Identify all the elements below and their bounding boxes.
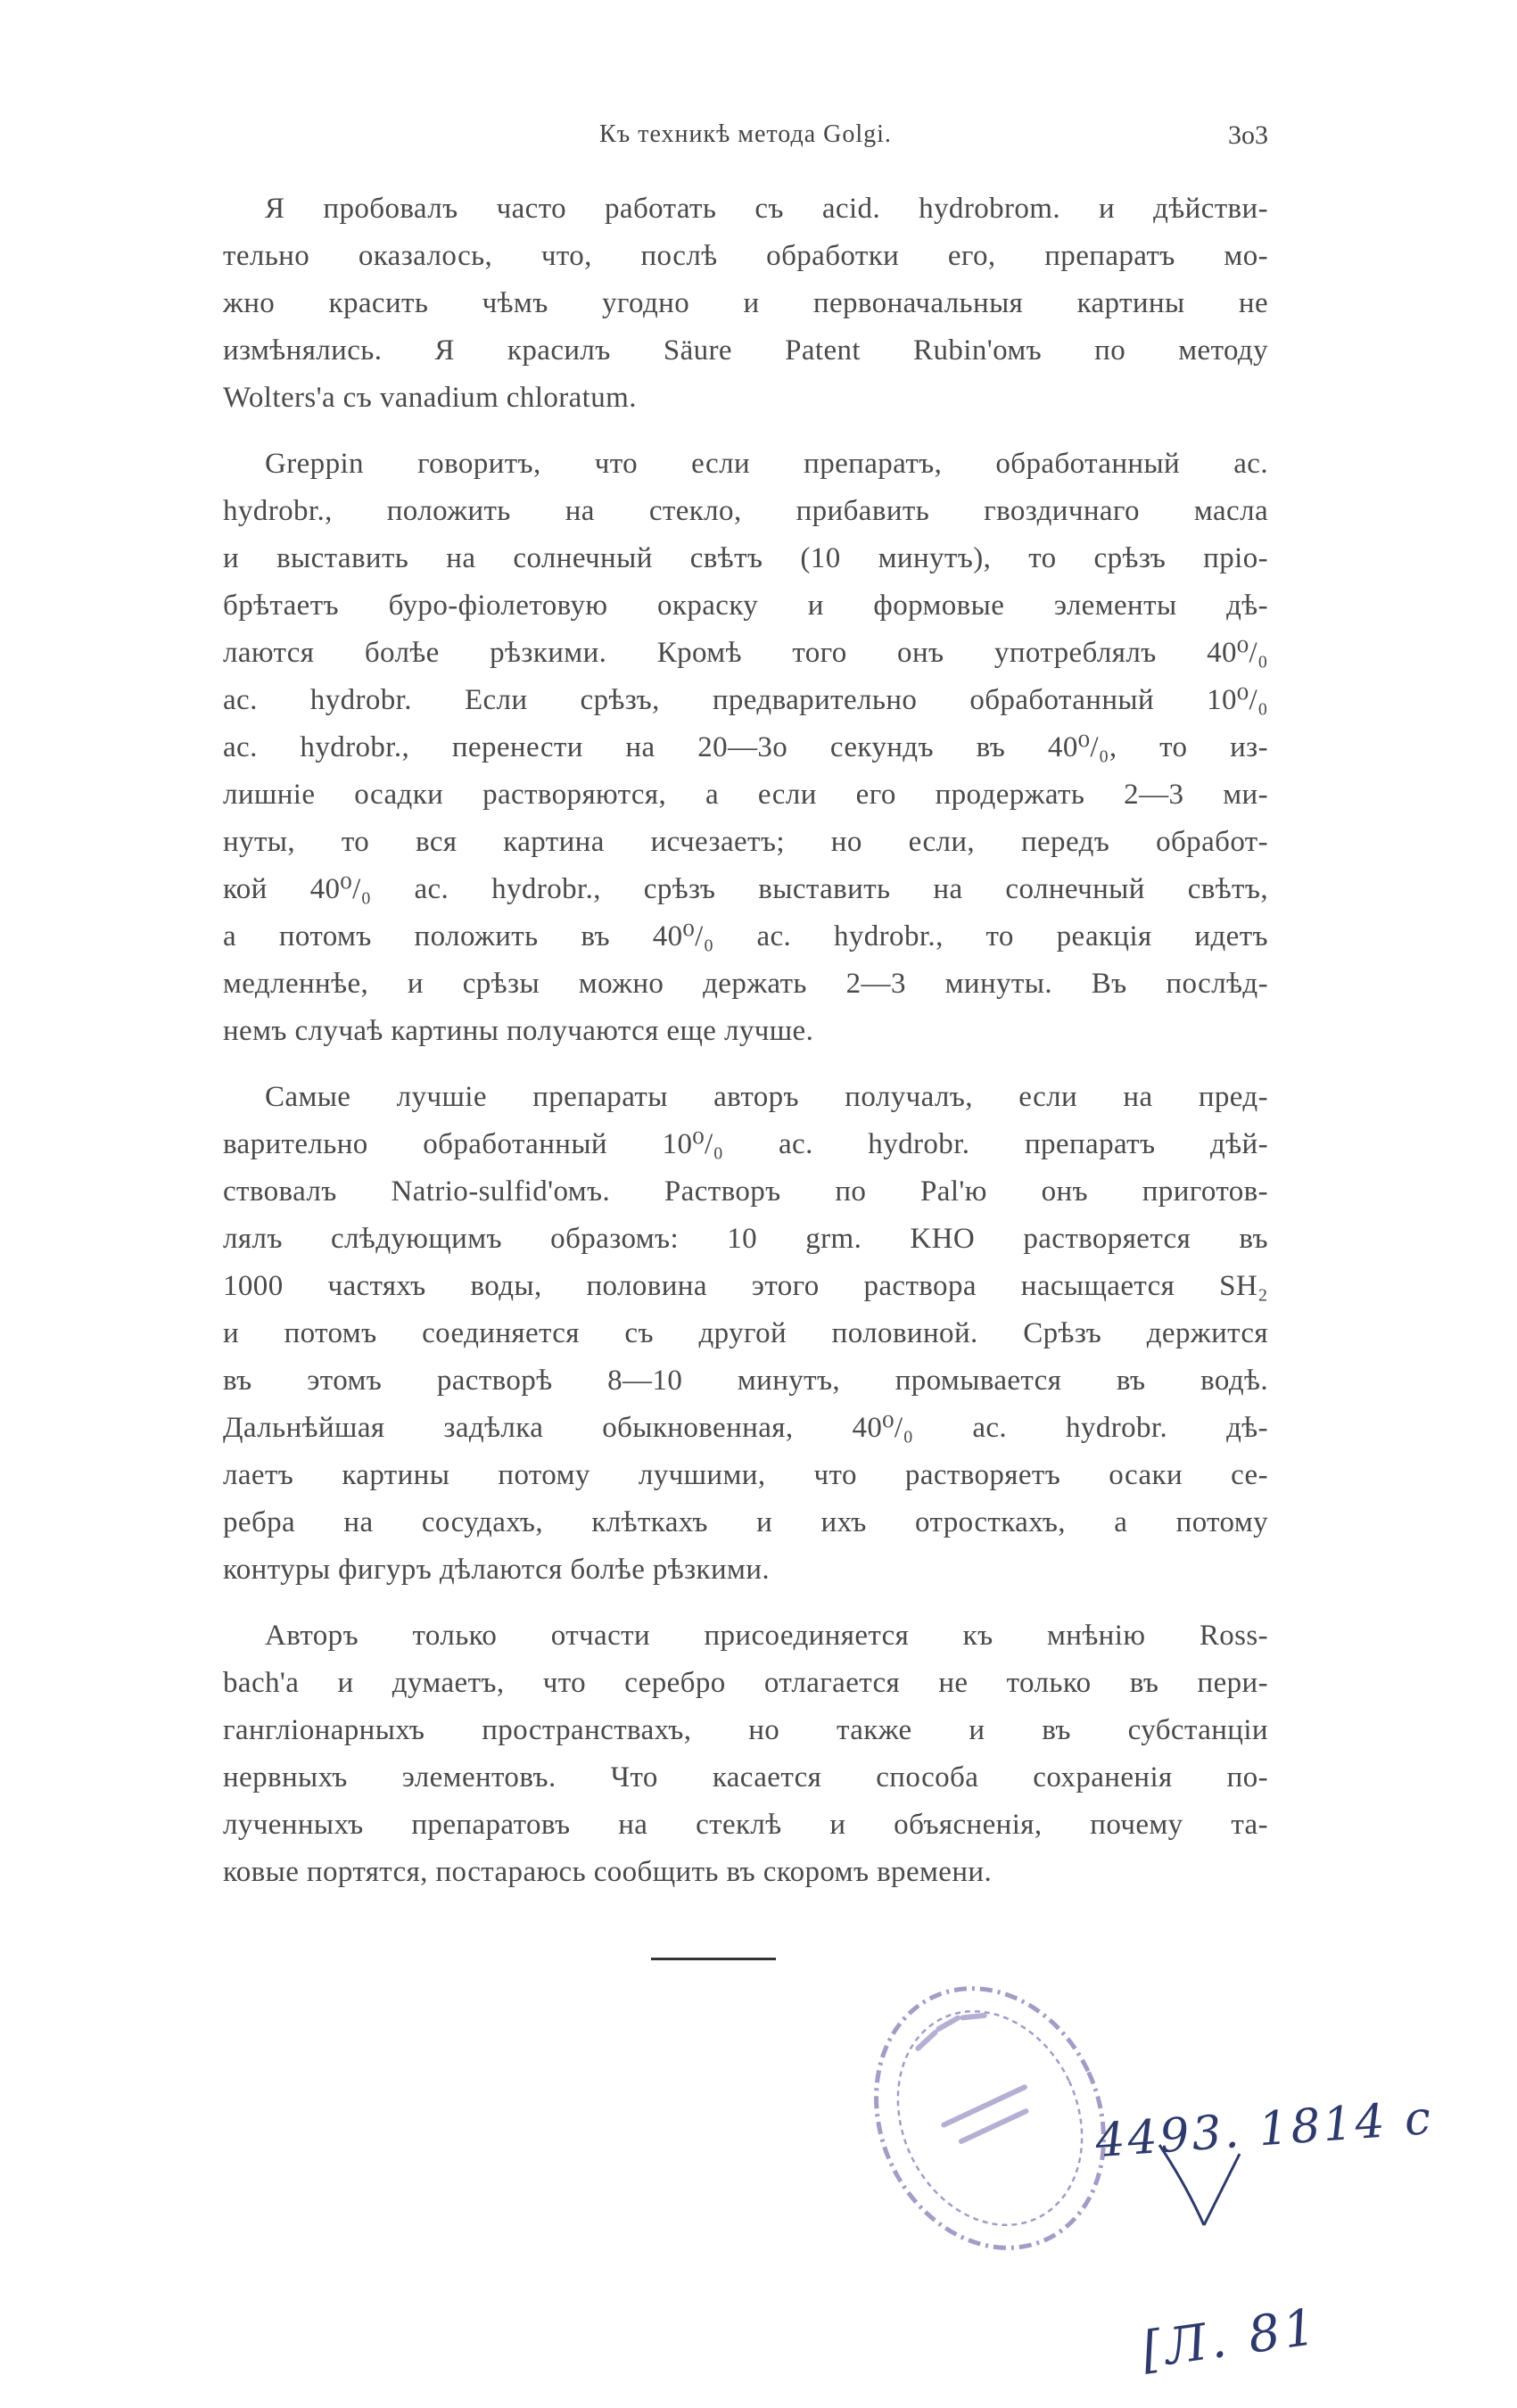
- text-line: hydrobr., положить на стекло, прибавить гвоздичнаго масла: [223, 495, 1268, 527]
- text-line: брѣтаетъ буро-фіолетовую окраску и формовые элементы дѣ-: [223, 590, 1268, 622]
- text-line: и потомъ соединяется съ другой половиной. Срѣзъ держится: [223, 1317, 1268, 1349]
- text-line: ac. hydrobr., перенести на 20—3o секундъ въ 40⁰/₀, то из-: [223, 731, 1268, 763]
- text-line: Greppin говоритъ, что если препаратъ, обработанный ac.: [265, 448, 1268, 480]
- text-line: Самые лучшіе препараты авторъ получалъ, если на пред-: [265, 1081, 1268, 1113]
- text-line: Дальнѣйшая задѣлка обыкновенная, 40⁰/₀ ac. hydrobr. дѣ-: [223, 1412, 1268, 1444]
- page-number: 3o3: [1228, 120, 1268, 150]
- text-line: ac. hydrobr. Если срѣзъ, предварительно обработанный 10⁰/₀: [223, 684, 1268, 716]
- text-line: жно красить чѣмъ угодно и первоначальныя картины не: [223, 287, 1268, 319]
- text-line: лученныхъ препаратовъ на стеклѣ и объясненія, почему та-: [223, 1809, 1268, 1841]
- text-line: нервныхъ элементовъ. Что касается способа сохраненія по-: [223, 1761, 1268, 1794]
- end-separator-rule: [651, 1958, 776, 1960]
- text-line: Авторъ только отчасти присоединяется къ мнѣнію Ross-: [265, 1620, 1268, 1652]
- text-line: немъ случаѣ картины получаются еще лучше.: [223, 1015, 814, 1047]
- paragraph-2: [223, 441, 1268, 1055]
- text-line: медленнѣе, и срѣзы можно держать 2—3 минуты. Въ послѣд-: [223, 968, 1268, 1000]
- text-line: и выставить на солнечный свѣтъ (10 минутъ), то срѣзъ пріо-: [223, 542, 1268, 574]
- paragraph-4: [223, 1612, 1268, 1896]
- text-line: измѣнялись. Я красилъ Säure Patent Rubin'омъ по методу: [223, 334, 1268, 367]
- text-line: bach'a и думаетъ, что серебро отлагается не только въ пери-: [223, 1667, 1268, 1699]
- text-line: тельно оказалось, что, послѣ обработки его, препаратъ мо-: [223, 240, 1268, 272]
- text-line: гангліонарныхъ пространствахъ, но также и въ субстанціи: [223, 1714, 1268, 1746]
- text-line: ребра на сосудахъ, клѣткахъ и ихъ отросткахъ, а потому: [223, 1506, 1268, 1538]
- handwritten-shelf-mark: 4493. 1814 с: [1093, 2091, 1436, 2169]
- text-line: варительно обработанный 10⁰/₀ ac. hydrobr. препаратъ дѣй-: [223, 1128, 1268, 1160]
- text-line: Я пробовалъ часто работать съ acid. hydrobrom. и дѣйстви-: [265, 193, 1268, 225]
- text-line: Wolters'a съ vanadium chloratum.: [223, 382, 637, 414]
- text-line: а потомъ положить въ 40⁰/₀ ac. hydrobr., то реакція идетъ: [223, 920, 1268, 952]
- paragraph-1: [223, 186, 1268, 422]
- text-line: контуры фигуръ дѣлаются болѣе рѣзкими.: [223, 1554, 771, 1586]
- text-line: лаетъ картины потому лучшими, что растворяетъ осаки се-: [223, 1459, 1268, 1491]
- paragraph-3: [223, 1074, 1268, 1594]
- running-head: [223, 120, 1268, 156]
- running-title: Къ техникѣ метода Golgi.: [599, 120, 892, 148]
- text-line: кой 40⁰/₀ ac. hydrobr., срѣзъ выставить на солнечный свѣтъ,: [223, 873, 1268, 905]
- text-line: 1000 частяхъ воды, половина этого раствора насыщается SH₂: [223, 1270, 1268, 1302]
- text-line: ствовалъ Natrio-sulfid'омъ. Растворъ по Pal'ю онъ приготов-: [223, 1175, 1268, 1208]
- text-line: въ этомъ растворѣ 8—10 минутъ, промывается въ водѣ.: [223, 1365, 1268, 1397]
- body-text: [223, 186, 1268, 1915]
- text-line: лаются болѣе рѣзкими. Кромѣ того онъ употреблялъ 40⁰/₀: [223, 637, 1268, 669]
- text-line: ковые портятся, постараюсь сообщить въ скоромъ времени.: [223, 1856, 993, 1888]
- handwritten-folio-note: [Л. 81: [1138, 2297, 1323, 2380]
- text-line: лялъ слѣдующимъ образомъ: 10 grm. KHO растворяется въ: [223, 1223, 1268, 1255]
- text-line: лишніе осадки растворяются, а если его продержать 2—3 ми-: [223, 779, 1268, 811]
- text-line: нуты, то вся картина исчезаетъ; но если, передъ обработ-: [223, 826, 1268, 858]
